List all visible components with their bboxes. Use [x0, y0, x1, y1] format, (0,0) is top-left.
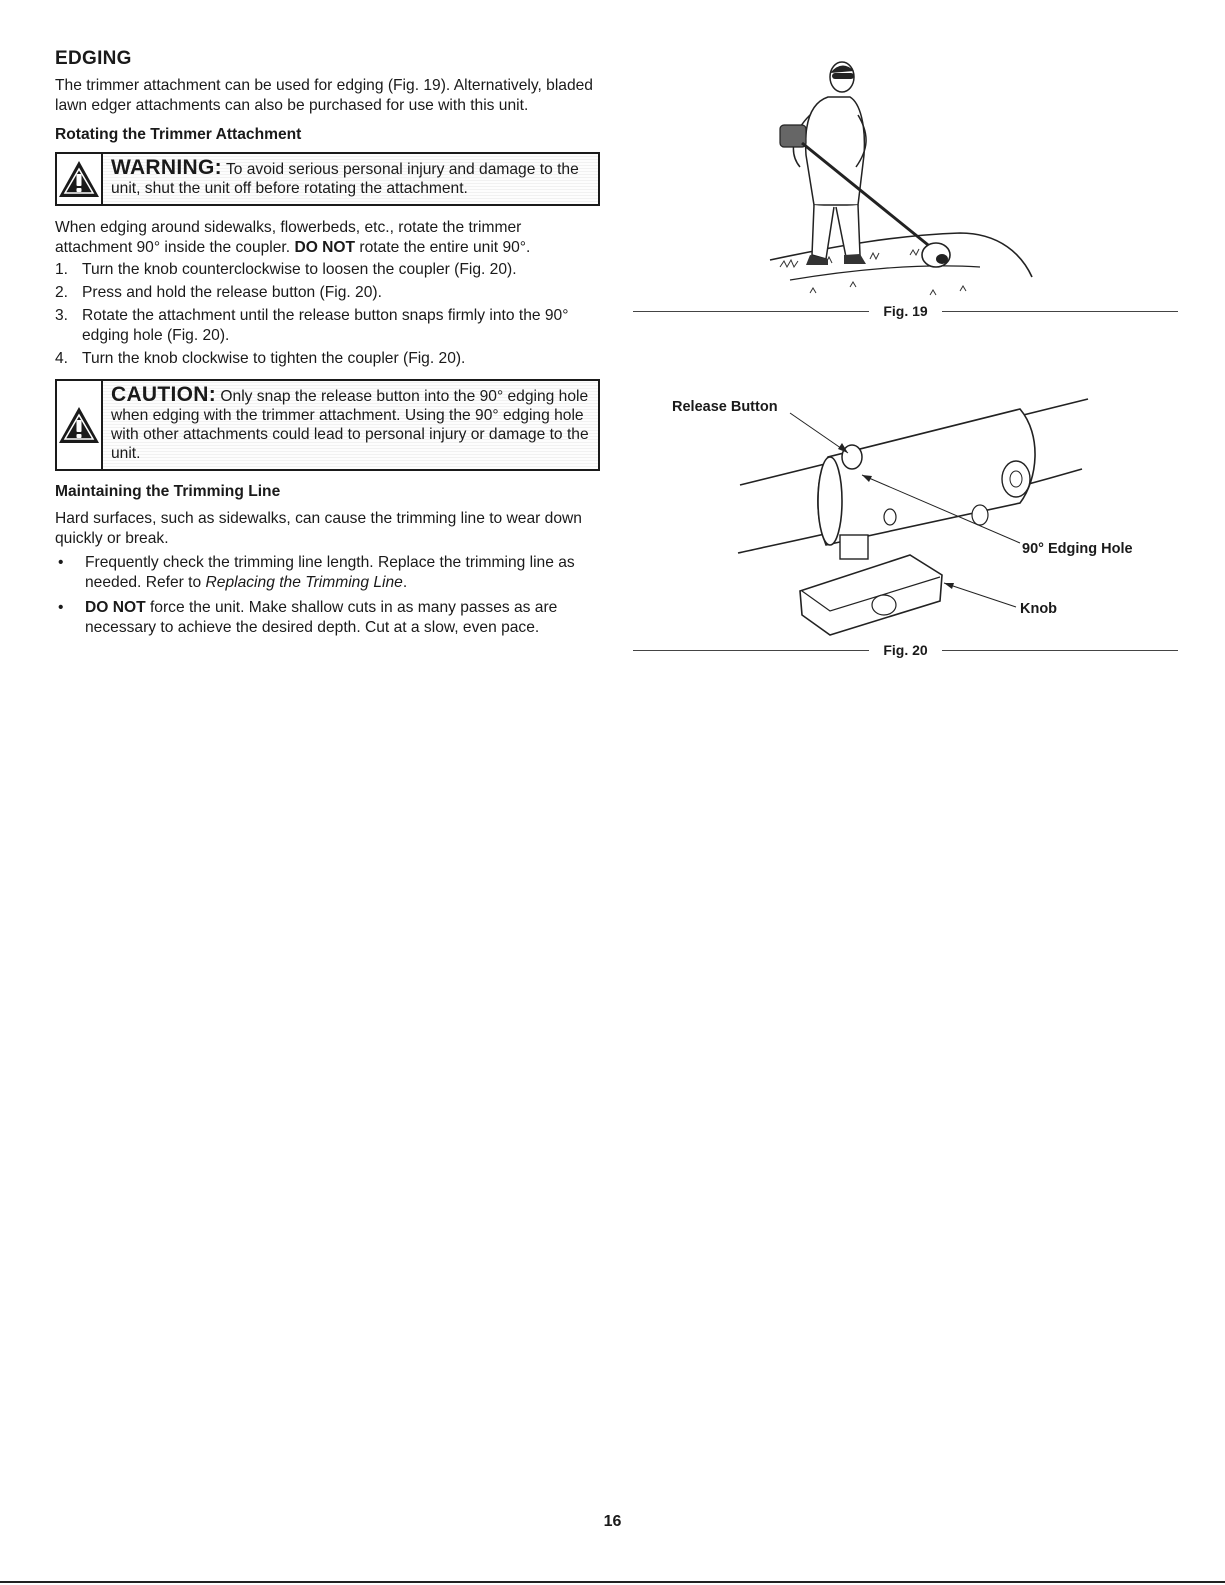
- warning-triangle-icon: [57, 154, 103, 204]
- knob-label: Knob: [1020, 601, 1058, 617]
- section-title: EDGING: [55, 48, 132, 69]
- maintaining-bullets: [55, 553, 600, 638]
- fig20-label: Fig. 20: [883, 642, 928, 658]
- caution-box: [55, 379, 600, 471]
- caution-message: Only snap the release button into the 90° edging hole when edging with the trimmer attachment. Using the 90° edging hole with other attachments could lead to personal injury or damage to the unit.: [111, 388, 589, 462]
- list-item: 3. Rotate the attachment until the release button snaps firmly into the 90° edging hole (Fig. 20).: [55, 307, 569, 344]
- warning-text: [103, 154, 598, 204]
- section-intro: The trimmer attachment can be used for edging (Fig. 19). Alternatively, bladed lawn edger attachments can also be purchased for use with this unit.: [55, 77, 593, 114]
- caution-keyword: CAUTION:: [111, 383, 217, 406]
- divider: [633, 311, 869, 312]
- page-number: 16: [603, 1513, 622, 1530]
- bullet-glyph: •: [58, 554, 64, 571]
- rotating-heading: Rotating the Trimmer Attachment: [55, 126, 302, 143]
- bullet-glyph: •: [58, 599, 64, 616]
- maintaining-heading: Maintaining the Trimming Line: [55, 483, 281, 500]
- fig19-illustration: [760, 55, 1050, 310]
- warning-triangle-icon: [57, 381, 103, 469]
- list-item: 2. Press and hold the release button (Fig. 20).: [55, 284, 382, 301]
- release-button-label: Release Button: [672, 399, 778, 415]
- divider: [942, 650, 1178, 651]
- list-item: 4. Turn the knob clockwise to tighten the coupler (Fig. 20).: [55, 350, 466, 367]
- divider: [633, 650, 869, 651]
- maintaining-paragraph: Hard surfaces, such as sidewalks, can cause the trimming line to wear down quickly or break.: [55, 510, 582, 547]
- list-item: • Frequently check the trimming line length. Replace the trimming line as needed. Refer to Replacing the Trimming Line.: [55, 553, 600, 593]
- fig19-caption: [633, 301, 1178, 321]
- left-column: [55, 48, 600, 643]
- edging-hole-label: 90° Edging Hole: [1022, 541, 1133, 557]
- caution-text: [103, 381, 598, 469]
- rotating-paragraph: When edging around sidewalks, flowerbeds, etc., rotate the trimmer attachment 90° inside the coupler. DO NOT rotate the entire unit 90°.: [55, 219, 531, 256]
- divider: [942, 311, 1178, 312]
- fig20-caption: [633, 640, 1178, 660]
- do-not-emphasis: DO NOT: [85, 599, 146, 616]
- fig19-label: Fig. 19: [883, 303, 928, 319]
- cross-reference: Replacing the Trimming Line: [205, 574, 403, 591]
- warning-keyword: WARNING:: [111, 156, 222, 179]
- list-item: • DO NOT force the unit. Make shallow cuts in as many passes as are necessary to achieve the desired depth. Cut at a slow, even pace.: [55, 598, 600, 638]
- rotating-steps: [55, 260, 600, 369]
- do-not-emphasis: DO NOT: [294, 239, 356, 256]
- warning-box: [55, 152, 600, 206]
- divider: [0, 1581, 1225, 1583]
- warning-message: To avoid serious personal injury and damage to the unit, shut the unit off before rotating the attachment.: [111, 161, 579, 197]
- list-item: 1. Turn the knob counterclockwise to loosen the coupler (Fig. 20).: [55, 261, 517, 278]
